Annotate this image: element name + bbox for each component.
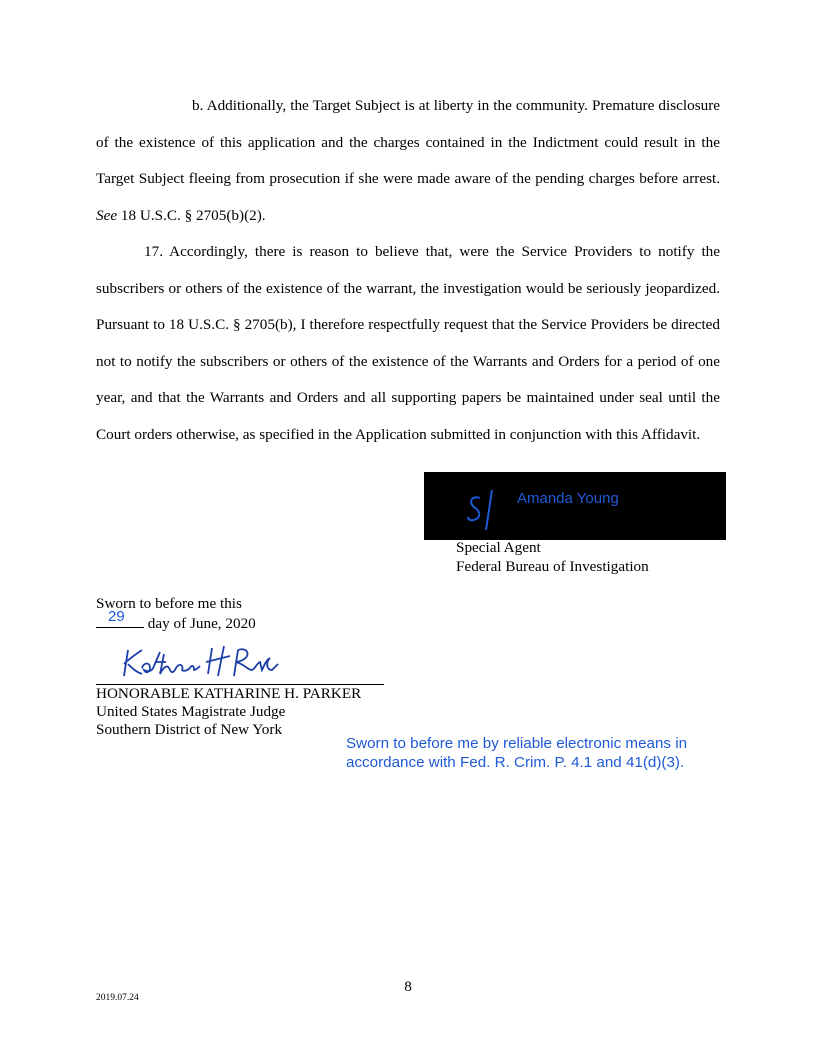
paragraph-17: 17. Accordingly, there is reason to believe that, were the Service Providers to notify the subscribers or others of the existence of the warrant, the investigation would be seriously jeopardized. Pursuant to 18 U.S.C. § 2705(b), I therefore respectfully request that the Service Providers be directed not to notify the subscribers or others of the existence of the Warrants and Orders for a period of one year, and that the Warrants and Orders and all supporting papers be maintained under seal until the Court orders otherwise, as specified in the Application submitted in conjunction with this Affidavit.	[96, 243, 720, 443]
day-blank	[96, 608, 144, 628]
sworn-line-1: Sworn to before me this	[96, 595, 242, 612]
page-number: 8	[404, 978, 412, 995]
agent-signature-name: Amanda Young	[517, 490, 619, 507]
sworn-block	[96, 594, 396, 633]
judge-district: Southern District of New York	[96, 721, 283, 738]
electronic-means-note: Sworn to before me by reliable electronic means in accordance with Fed. R. Crim. P. 4.1 and 41(d)(3).	[346, 735, 688, 771]
agent-block	[456, 538, 649, 576]
version-date: 2019.07.24	[96, 993, 139, 1003]
agent-agency: Federal Bureau of Investigation	[456, 558, 649, 575]
see-citation-signal: See	[96, 206, 118, 224]
sworn-line-2-text: day of June, 2020	[144, 615, 256, 632]
judge-block	[96, 685, 361, 739]
sworn-day-number: 29	[108, 608, 125, 625]
agent-signature-scribble	[464, 482, 500, 534]
paragraph-b-text-2: 18 U.S.C. § 2705(b)(2).	[117, 206, 266, 224]
paragraph-b	[96, 88, 720, 234]
agent-signature-box	[424, 472, 726, 540]
sworn-line-2	[96, 608, 396, 633]
judge-title: United States Magistrate Judge	[96, 703, 286, 720]
paragraph-b-text-1: b. Additionally, the Target Subject is at liberty in the community. Premature disclosure of the existence of this application and the charges contained in the Indictment could result in the Target Subject fleeing from prosecution if she were made aware of the pending charges before arrest.	[96, 97, 720, 188]
judge-handwritten-signature	[120, 640, 280, 680]
judge-name: HONORABLE KATHARINE H. PARKER	[96, 685, 362, 702]
agent-title: Special Agent	[456, 539, 541, 556]
